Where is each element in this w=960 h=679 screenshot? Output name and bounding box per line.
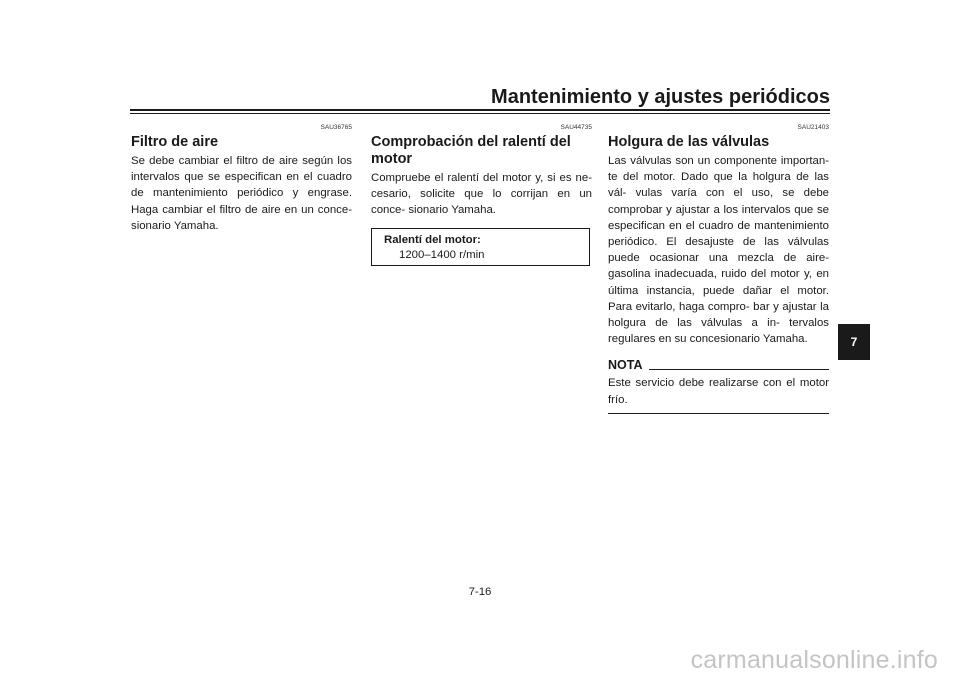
note-text: Este servicio debe realizarse con el motor frío.	[608, 377, 829, 406]
column-idle	[371, 124, 592, 266]
note-rule	[649, 369, 830, 370]
section-code: SAU21403	[797, 124, 829, 131]
note-label: NOTA	[608, 358, 643, 373]
page-header-title: Mantenimiento y ajustes periódicos	[491, 86, 830, 108]
section-title-air-filter: Filtro de aire	[131, 134, 219, 150]
column-air-filter	[131, 124, 352, 234]
section-title-valves: Holgura de las válvulas	[608, 134, 770, 150]
column-valves	[608, 124, 829, 414]
page-number: 7-16	[468, 586, 492, 598]
note-end-rule	[608, 413, 829, 414]
watermark: carmanualsonline.info	[690, 646, 938, 674]
section-code: SAU44735	[560, 124, 592, 131]
header-rule-thin	[130, 113, 830, 114]
section-body-valves: Las válvulas son un componente importan- te del motor. Dado que la holgura de las vál- vulas varía con el uso, se debe comprobar y ajustar a los intervalos que se especifican en el cuadro de mantenimiento periódico. El desajuste de las válvulas puede ocasionar una mezcla de aire-gasolina inadecuada, ruido del motor y, en última instancia, puede dañar el motor. Para evitarlo, haga compro- bar y ajustar la holgura de las válvulas a in- tervalos regulares en su concesionario Yamaha.	[608, 155, 829, 346]
chapter-tab: 7	[838, 324, 870, 360]
section-title-idle: Comprobación del ralentí del motor	[371, 134, 571, 167]
note-header	[608, 356, 829, 373]
header-rule-thick	[130, 109, 830, 111]
spec-box-idle	[371, 228, 590, 266]
section-body-idle: Compruebe el ralentí del motor y, si es ne- cesario, solicite que lo corrijan en un conce- sionario Yamaha.	[371, 172, 592, 217]
section-code: SAU36765	[320, 124, 352, 131]
spec-value: 1200–1400 r/min	[399, 248, 485, 261]
section-body-air-filter: Se debe cambiar el filtro de aire según los intervalos que se especifican en el cuadro de mantenimiento periódico y engrase. Haga cambiar el filtro de aire en un conce- sionario Yamaha.	[131, 155, 352, 232]
spec-label: Ralentí del motor:	[384, 233, 481, 246]
